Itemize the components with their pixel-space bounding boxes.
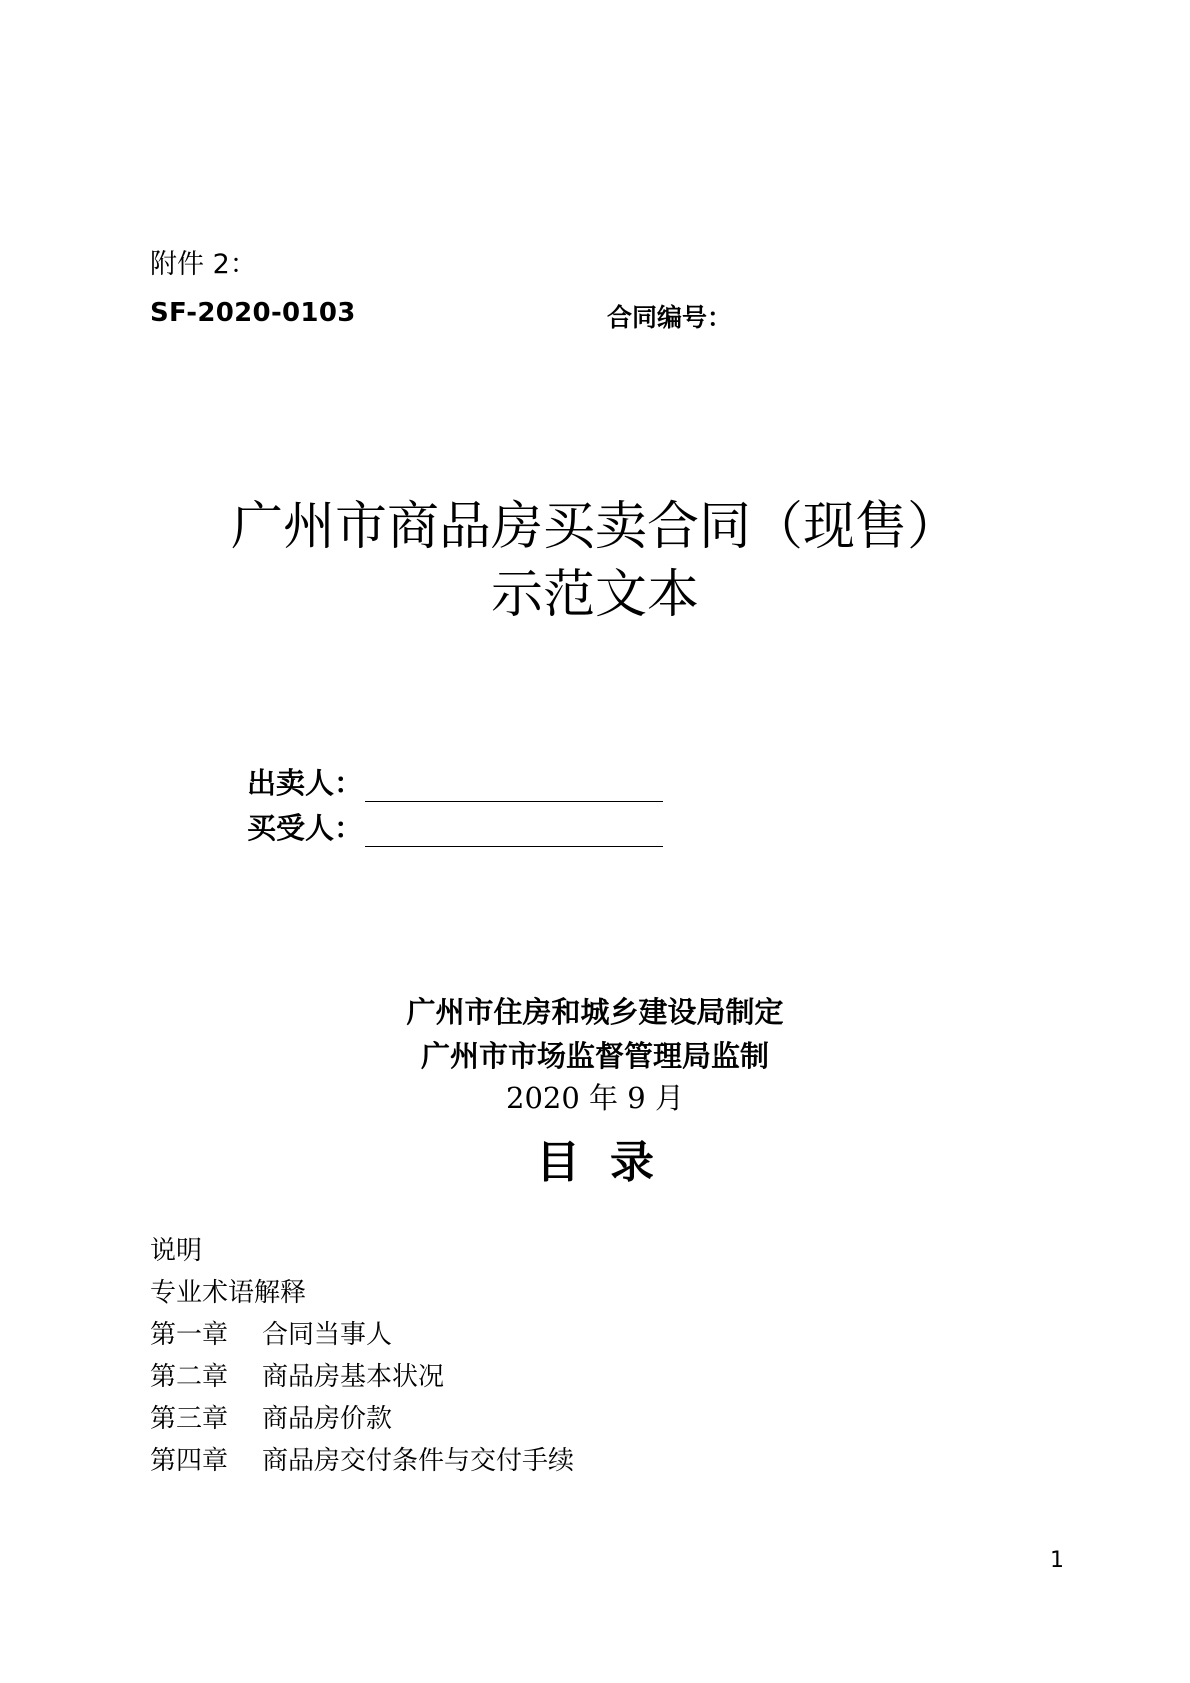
toc-item-title: 合同当事人 (262, 1320, 393, 1350)
buyer-blank-line (365, 812, 663, 847)
issuer-line: 广州市住房和城乡建设局制定 (406, 995, 784, 1029)
toc-item (150, 1314, 574, 1356)
seller-row (247, 761, 663, 802)
buyer-row (247, 806, 663, 847)
toc-item (150, 1440, 574, 1482)
seller-label: 出卖人： (247, 766, 364, 800)
toc-item-title: 专业术语解释 (150, 1278, 307, 1308)
issue-date: 2020 年 9 月 (506, 1081, 684, 1115)
toc-item (150, 1398, 574, 1440)
buyer-label: 买受人： (247, 811, 364, 845)
table-of-contents (150, 1230, 574, 1482)
toc-item-title: 商品房交付条件与交付手续 (262, 1446, 575, 1476)
toc-item-title: 说明 (150, 1236, 203, 1266)
toc-item-chapter: 第四章 (150, 1446, 229, 1476)
form-code: SF-2020-0103 (150, 298, 356, 328)
toc-item (150, 1356, 574, 1398)
toc-item-title: 商品房基本状况 (262, 1362, 445, 1392)
page-number: 1 (1050, 1548, 1064, 1573)
attachment-label: 附件 2： (150, 249, 257, 280)
toc-heading: 目录 (536, 1137, 684, 1188)
seller-blank-line (365, 767, 663, 802)
supervisor-line: 广州市市场监督管理局监制 (420, 1039, 769, 1073)
document-subtitle: 示范文本 (490, 565, 699, 625)
toc-item-chapter: 第二章 (150, 1362, 229, 1392)
toc-item (150, 1230, 574, 1272)
toc-item (150, 1272, 574, 1314)
contract-number-label: 合同编号： (607, 303, 733, 332)
toc-item-title: 商品房价款 (262, 1404, 393, 1434)
toc-item-chapter: 第一章 (150, 1320, 229, 1350)
toc-item-chapter: 第三章 (150, 1404, 229, 1434)
document-title: 广州市商品房买卖合同（现售） (230, 497, 959, 557)
